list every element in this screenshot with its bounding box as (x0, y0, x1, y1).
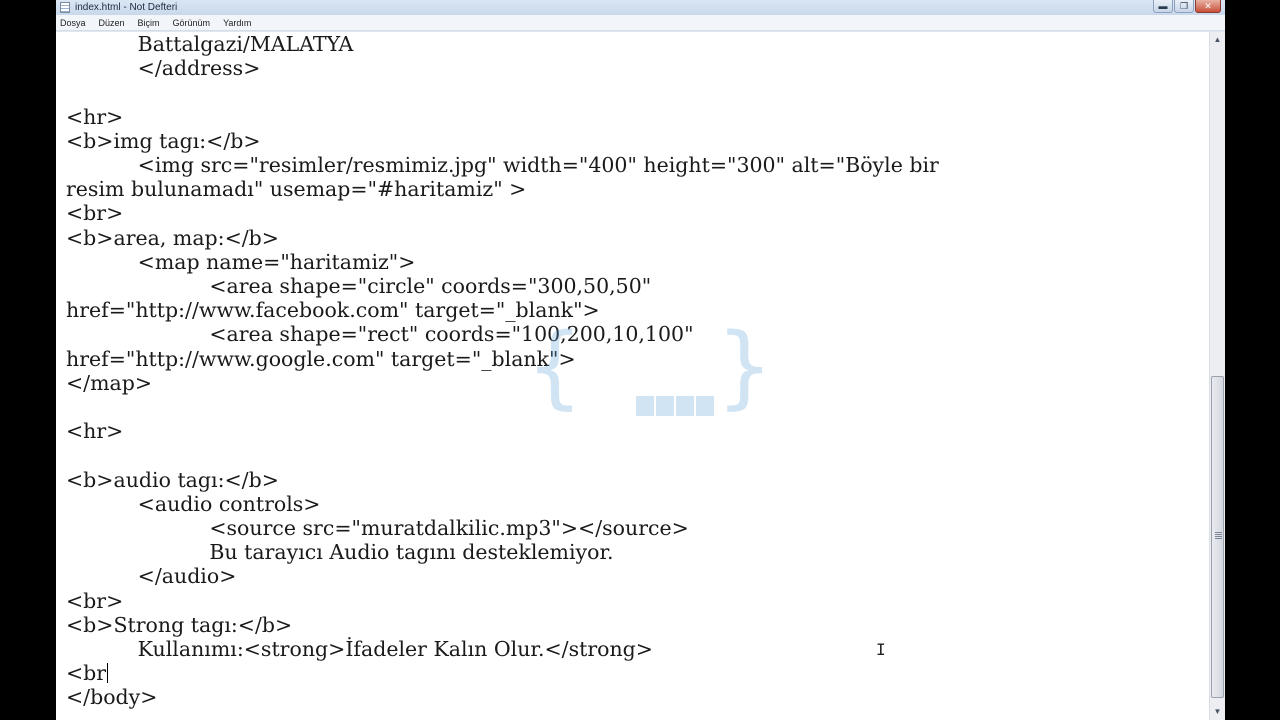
code-line: <b>audio tagı:</b> (66, 467, 279, 492)
window-controls (1153, 0, 1221, 14)
code-line: resim bulunamadı" usemap="#haritamiz" > (66, 177, 527, 202)
menu-file[interactable]: Dosya (60, 17, 86, 28)
code-line: </audio> (66, 564, 237, 589)
window-title: index.html - Not Defteri (75, 2, 178, 13)
menu-edit[interactable]: Düzen (98, 17, 125, 28)
menu-view[interactable]: Görünüm (172, 17, 211, 28)
code-line: </body> (66, 685, 158, 710)
code-line: <area shape="rect" coords="100,200,10,100" (66, 322, 694, 347)
editor-text[interactable] (66, 32, 939, 710)
scroll-down-arrow-icon[interactable]: ▼ (1213, 707, 1222, 716)
close-button[interactable]: ✕ (1195, 0, 1221, 13)
text-editor[interactable] (56, 32, 1209, 720)
code-line: <area shape="circle" coords="300,50,50" (66, 274, 652, 299)
scrollbar-grip-icon (1215, 532, 1222, 539)
vertical-scrollbar[interactable] (1209, 32, 1225, 720)
code-line: <hr> (66, 419, 124, 444)
code-line: <map name="haritamiz"> (66, 249, 416, 274)
code-line: href="http://www.facebook.com" target="_blank"> (66, 298, 600, 323)
code-line: <br (66, 661, 107, 686)
code-line: <hr> (66, 104, 124, 129)
menu-bar (56, 15, 1225, 31)
code-line: <b>Strong tagı:</b> (66, 612, 293, 637)
code-line: <b>area, map:</b> (66, 225, 279, 250)
watermark-brace-right-icon: } (716, 314, 774, 419)
title-bar[interactable] (56, 0, 1225, 15)
code-line: <img src="resimler/resmimiz.jpg" width="400" height="300" alt="Böyle bir (66, 153, 939, 178)
code-line: Bu tarayıcı Audio tagını desteklemiyor. (66, 540, 614, 565)
code-line: </address> (66, 56, 261, 81)
code-line: <br> (66, 201, 124, 226)
code-line: </map> (66, 370, 153, 395)
code-line: <source src="muratdalkilic.mp3"></source> (66, 516, 689, 541)
notepad-icon (60, 2, 70, 13)
menu-help[interactable]: Yardım (223, 17, 252, 28)
code-line: Battalgazi/MALATYA (66, 32, 354, 56)
code-line: <b>img tagı:</b> (66, 128, 261, 153)
code-line: Kullanımı:<strong>İfadeler Kalın Olur.</strong> (66, 637, 653, 662)
watermark-brace-left-icon: { (526, 314, 584, 419)
code-line: <br> (66, 588, 124, 613)
maximize-button[interactable]: ❐ (1174, 0, 1194, 13)
menu-format[interactable]: Biçim (137, 17, 160, 28)
scrollbar-thumb[interactable] (1211, 376, 1224, 698)
scroll-up-arrow-icon[interactable]: ▲ (1213, 35, 1222, 44)
code-line: href="http://www.google.com" target="_blank"> (66, 346, 576, 371)
text-caret (107, 663, 108, 683)
minimize-button[interactable]: ▬ (1153, 0, 1173, 13)
mouse-ibeam-cursor-icon: I (876, 640, 886, 659)
code-line: <audio controls> (66, 491, 321, 516)
notepad-window (56, 0, 1225, 720)
